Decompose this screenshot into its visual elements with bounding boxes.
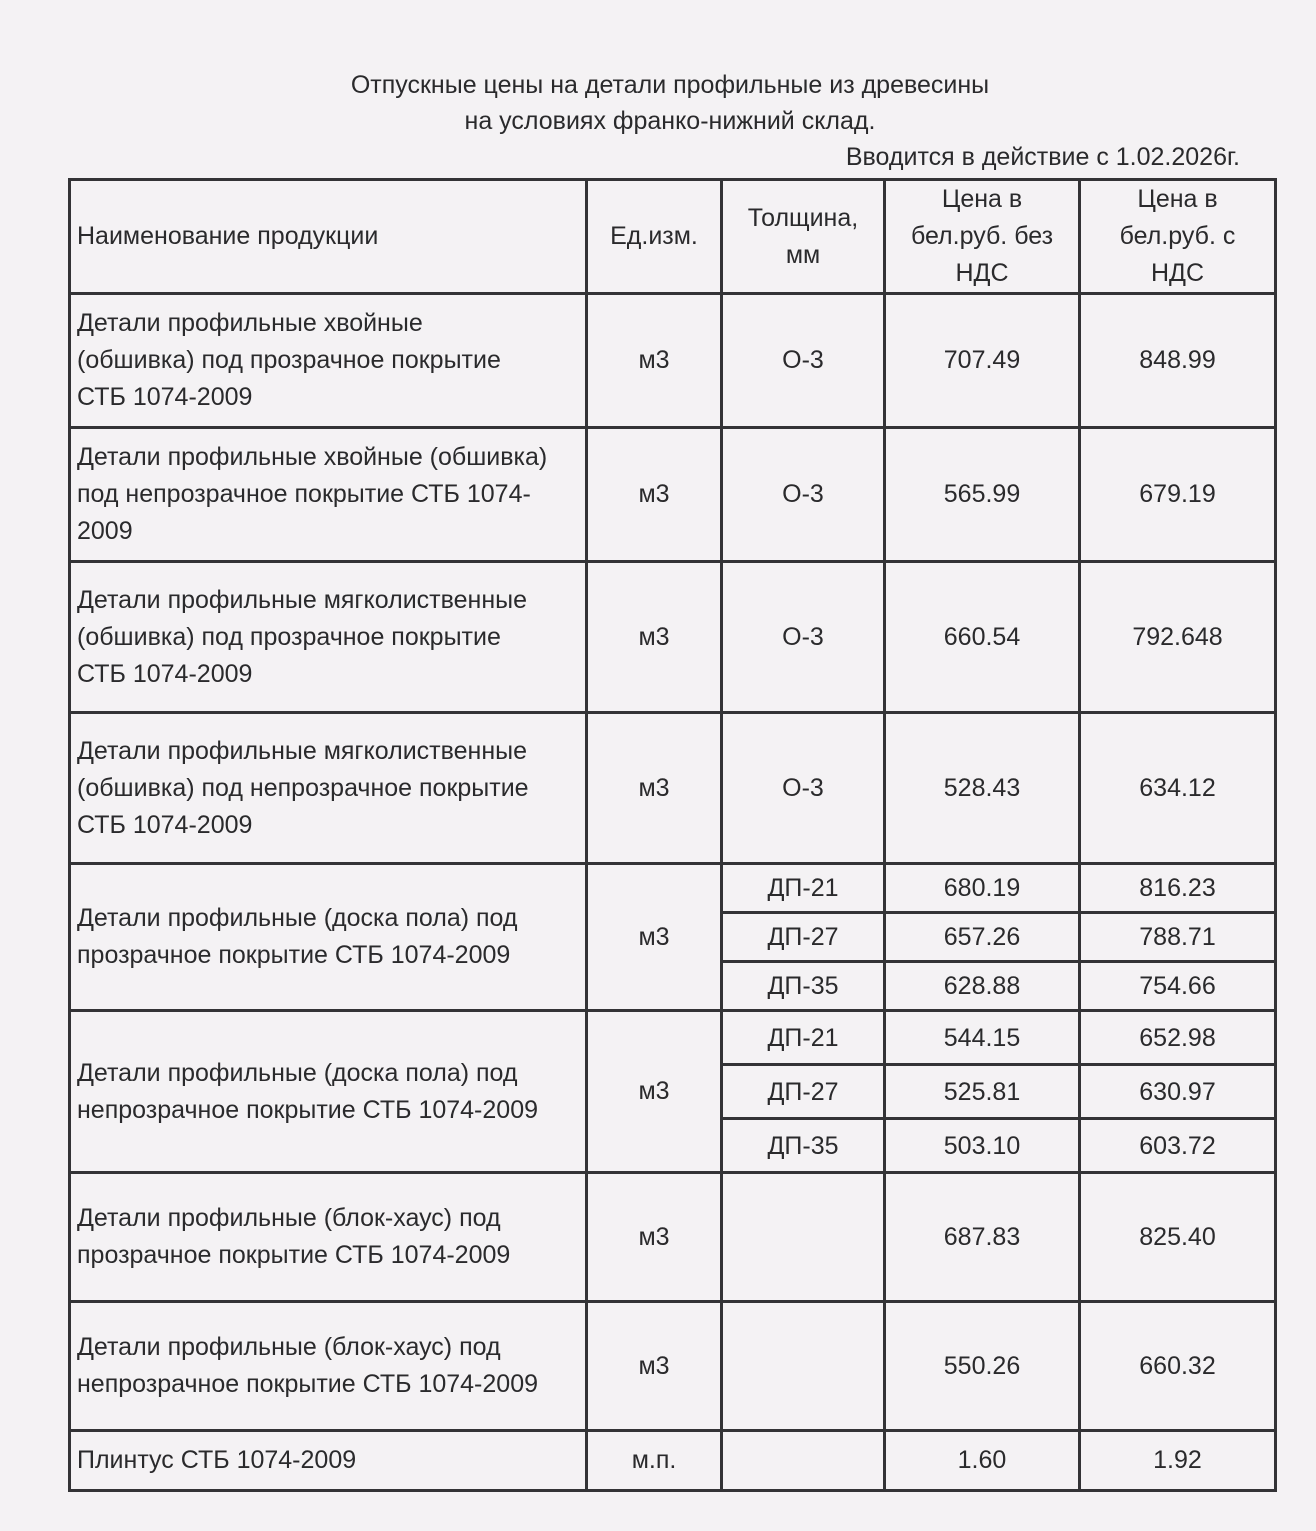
price-table [68,178,1277,1492]
unit-cell: м3 [587,864,722,1011]
header-name: Наименование продукции [70,180,587,294]
price-no-vat-cell: 660.54 [885,562,1080,713]
unit-cell: м3 [587,294,722,428]
price-no-vat-cell: 525.81 [885,1065,1080,1119]
product-name: Плинтус СТБ 1074-2009 [70,1431,587,1491]
header-unit: Ед.изм. [587,180,722,294]
unit-cell: м3 [587,1173,722,1302]
table-row [70,1173,1276,1302]
table-row [70,1431,1276,1491]
price-vat-cell: 848.99 [1080,294,1276,428]
price-vat-cell: 679.19 [1080,428,1276,562]
price-no-vat-cell: 565.99 [885,428,1080,562]
table-row [70,713,1276,864]
price-vat-cell: 825.40 [1080,1173,1276,1302]
document-title-line-2: на условиях франко-нижний склад. [464,107,876,135]
thickness-cell: ДП-21 [722,1011,885,1065]
header-thickness: Толщина, мм [722,180,885,294]
price-vat-cell: 603.72 [1080,1119,1276,1173]
price-no-vat-cell: 707.49 [885,294,1080,428]
price-vat-cell: 630.97 [1080,1065,1276,1119]
price-vat-cell: 634.12 [1080,713,1276,864]
product-name: Детали профильные хвойные (обшивка) под непрозрачное покрытие СТБ 1074-2009 [70,428,587,562]
price-vat-cell: 1.92 [1080,1431,1276,1491]
header-price-vat: Цена в бел.руб. с НДС [1080,180,1276,294]
table-row [70,428,1276,562]
price-no-vat-cell: 550.26 [885,1302,1080,1431]
price-vat-cell: 652.98 [1080,1011,1276,1065]
price-vat-cell: 788.71 [1080,913,1276,962]
product-name: Детали профильные (доска пола) под прозрачное покрытие СТБ 1074-2009 [70,864,587,1011]
thickness-cell [722,1173,885,1302]
thickness-cell: О-3 [722,294,885,428]
thickness-cell: О-3 [722,562,885,713]
price-vat-cell: 816.23 [1080,864,1276,913]
thickness-cell [722,1431,885,1491]
product-name: Детали профильные хвойные (обшивка) под прозрачное покрытие СТБ 1074-2009 [70,294,587,428]
price-vat-cell: 754.66 [1080,962,1276,1011]
thickness-cell: ДП-27 [722,913,885,962]
document-title-line-1: Отпускные цены на детали профильные из древесины [350,71,990,99]
thickness-cell: ДП-35 [722,1119,885,1173]
table-row [70,864,1276,913]
price-no-vat-cell: 657.26 [885,913,1080,962]
price-no-vat-cell: 680.19 [885,864,1080,913]
effective-date: Вводится в действие с 1.02.2026г. [845,143,1240,171]
table-row [70,1302,1276,1431]
thickness-cell [722,1302,885,1431]
price-no-vat-cell: 528.43 [885,713,1080,864]
product-name: Детали профильные (блок-хаус) под прозрачное покрытие СТБ 1074-2009 [70,1173,587,1302]
unit-cell: м3 [587,1302,722,1431]
thickness-cell: ДП-27 [722,1065,885,1119]
price-no-vat-cell: 544.15 [885,1011,1080,1065]
price-no-vat-cell: 503.10 [885,1119,1080,1173]
price-no-vat-cell: 628.88 [885,962,1080,1011]
unit-cell: м3 [587,1011,722,1173]
table-header-row [70,180,1276,294]
header-price-no-vat: Цена в бел.руб. без НДС [885,180,1080,294]
unit-cell: м.п. [587,1431,722,1491]
table-row [70,1011,1276,1065]
product-name: Детали профильные мягколиственные (обшивка) под непрозрачное покрытие СТБ 1074-2009 [70,713,587,864]
thickness-cell: О-3 [722,428,885,562]
product-name: Детали профильные (доска пола) под непрозрачное покрытие СТБ 1074-2009 [70,1011,587,1173]
product-name: Детали профильные (блок-хаус) под непрозрачное покрытие СТБ 1074-2009 [70,1302,587,1431]
price-vat-cell: 792.648 [1080,562,1276,713]
thickness-cell: О-3 [722,713,885,864]
unit-cell: м3 [587,713,722,864]
price-vat-cell: 660.32 [1080,1302,1276,1431]
product-name: Детали профильные мягколиственные (обшивка) под прозрачное покрытие СТБ 1074-2009 [70,562,587,713]
unit-cell: м3 [587,428,722,562]
table-row [70,294,1276,428]
thickness-cell: ДП-35 [722,962,885,1011]
price-no-vat-cell: 687.83 [885,1173,1080,1302]
price-no-vat-cell: 1.60 [885,1431,1080,1491]
thickness-cell: ДП-21 [722,864,885,913]
table-row [70,562,1276,713]
unit-cell: м3 [587,562,722,713]
